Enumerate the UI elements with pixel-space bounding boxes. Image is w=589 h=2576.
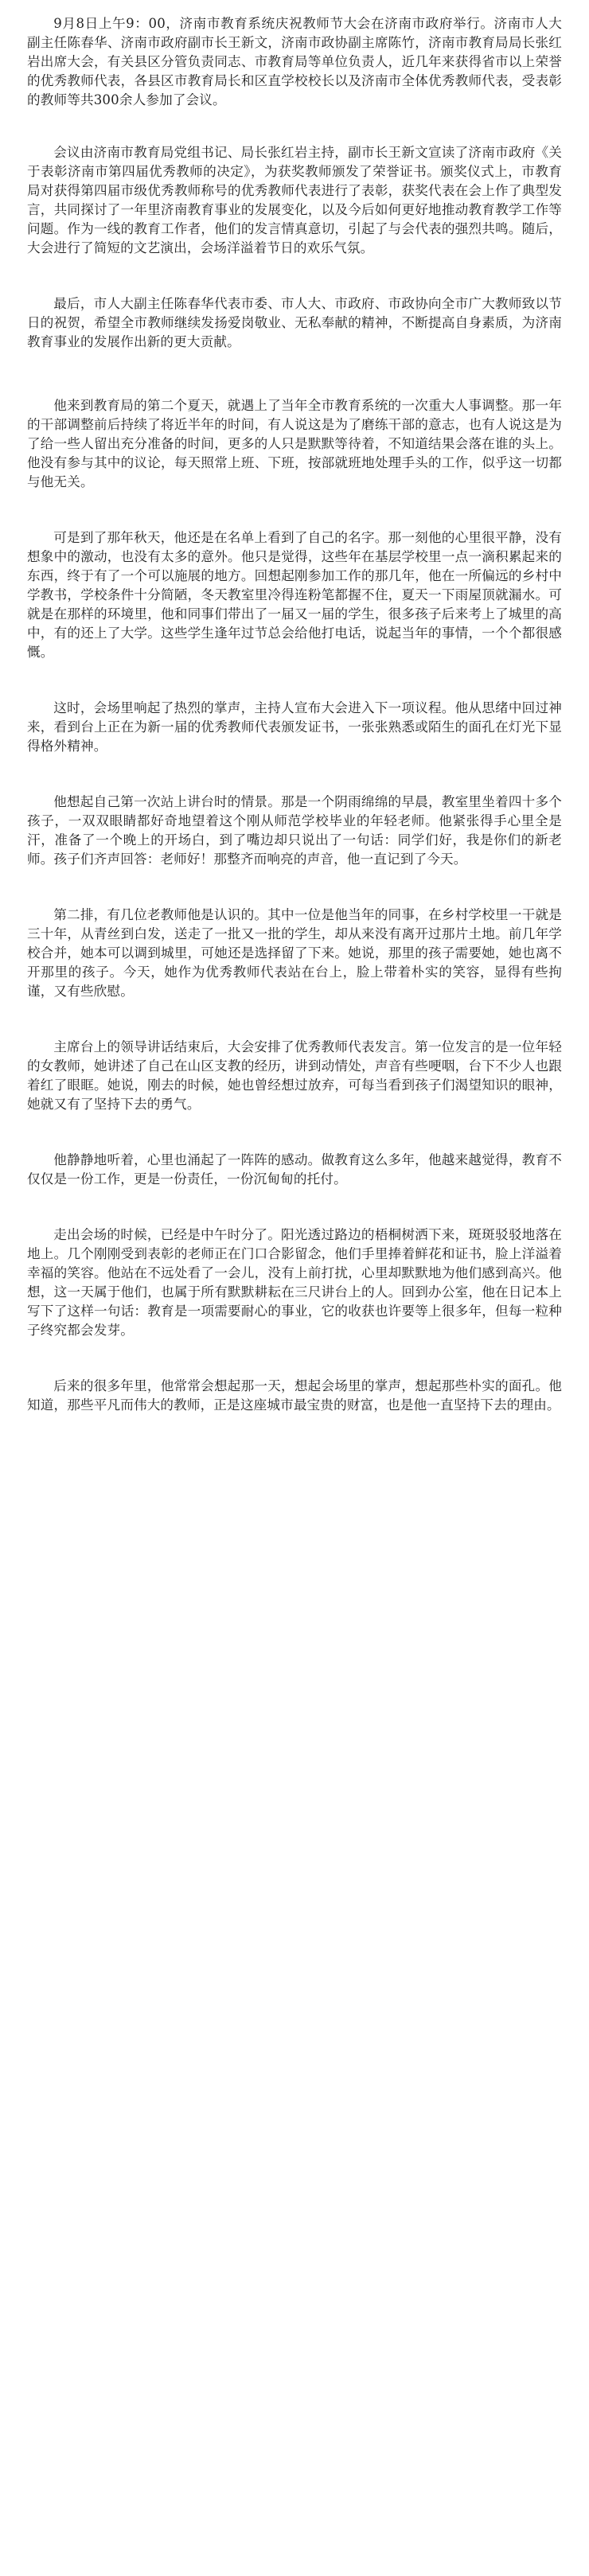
document-paragraph: 走出会场的时候，已经是中午时分了。阳光透过路边的梧桐树洒下来，斑斑驳驳地落在地上。几个刚刚受到表彰的老师正在门口合影留念，他们手里捧着鲜花和证书，脸上洋溢着幸福的笑容。他站在不远处看了一会儿，没有上前打扰，心里却默默地为他们感到高兴。他想，这一天属于他们，也属于所有默默耕耘在三尺讲台上的人。回到办公室，他在日记本上写下了这样一句话：教育是一项需要耐心的事业，它的收获也许要等上很多年，但每一粒种子终究都会发芽。 [27, 1227, 562, 1338]
document-paragraph: 这时，会场里响起了热烈的掌声，主持人宣布大会进入下一项议程。他从思绪中回过神来，看到台上正在为新一届的优秀教师代表颁发证书，一张张熟悉或陌生的面孔在灯光下显得格外精神。 [27, 700, 562, 754]
document-paragraph: 第二排，有几位老教师他是认识的。其中一位是他当年的同事，在乡村学校里一干就是三十年，从青丝到白发，送走了一批又一批的学生，却从来没有离开过那片土地。前几年学校合并，她本可以调到城里，可她还是选择留了下来。她说，那里的孩子需要她，她也离不开那里的孩子。今天，她作为优秀教师代表站在台上，脸上带着朴实的笑容，显得有些拘谨，又有些欣慰。 [27, 907, 562, 999]
document-paragraph: 最后，市人大副主任陈春华代表市委、市人大、市政府、市政协向全市广大教师致以节日的祝贺，希望全市教师继续发扬爱岗敬业、无私奉献的精神，不断提高自身素质，为济南教育事业的发展作出新的更大贡献。 [27, 296, 562, 349]
document-paragraph: 他想起自己第一次站上讲台时的情景。那是一个阴雨绵绵的早晨，教室里坐着四十多个孩子，一双双眼睛都好奇地望着这个刚从师范学校毕业的年轻老师。他紧张得手心里全是汗，准备了一个晚上的开场白，到了嘴边却只说出了一句话：同学们好，我是你们的新老师。孩子们齐声回答：老师好！那整齐而响亮的声音，他一直记到了今天。 [27, 794, 562, 867]
document-paragraph: 会议由济南市教育局党组书记、局长张红岩主持，副市长王新文宣读了济南市政府《关于表彰济南市第四届优秀教师的决定》，为获奖教师颁发了荣誉证书。颁奖仪式上，市教育局对获得第四届市级优秀教师称号的优秀教师代表进行了表彰，获奖代表在会上作了典型发言，共同探讨了一年里济南教育事业的发展变化，以及今后如何更好地推动教育教学工作等问题。作为一线的教育工作者，他们的发言情真意切，引起了与会代表的强烈共鸣。随后，大会进行了简短的文艺演出，会场洋溢着节日的欢乐气氛。 [27, 145, 562, 255]
document-paragraph: 后来的很多年里，他常常会想起那一天，想起会场里的掌声，想起那些朴实的面孔。他知道，那些平凡而伟大的教师，正是这座城市最宝贵的财富，也是他一直坚持下去的理由。 [27, 1378, 562, 1413]
document-paragraph: 主席台上的领导讲话结束后，大会安排了优秀教师代表发言。第一位发言的是一位年轻的女教师，她讲述了自己在山区支教的经历，讲到动情处，声音有些哽咽，台下不少人也跟着红了眼眶。她说，刚去的时候，她也曾经想过放弃，可每当看到孩子们渴望知识的眼神，她就又有了坚持下去的勇气。 [27, 1039, 562, 1112]
document-paragraph: 可是到了那年秋天，他还是在名单上看到了自己的名字。那一刻他的心里很平静，没有想象中的激动，也没有太多的意外。他只是觉得，这些年在基层学校里一点一滴积累起来的东西，终于有了一个可以施展的地方。回想起刚参加工作的那几年，他在一所偏远的乡村中学教书，学校条件十分简陋，冬天教室里冷得连粉笔都握不住，夏天一下雨屋顶就漏水。可就是在那样的环境里，他和同事们带出了一届又一届的学生，很多孩子后来考上了城里的高中，有的还上了大学。这些学生逢年过节总会给他打电话，说起当年的事情，一个个都很感慨。 [27, 530, 562, 660]
document-paragraph: 他静静地听着，心里也涌起了一阵阵的感动。做教育这么多年，他越来越觉得，教育不仅仅是一份工作，更是一份责任，一份沉甸甸的托付。 [27, 1152, 562, 1187]
document-paragraph: 他来到教育局的第二个夏天，就遇上了当年全市教育系统的一次重大人事调整。那一年的干部调整前后持续了将近半年的时间，有人说这是为了磨练干部的意志，也有人说这是为了给一些人留出充分准备的时间，更多的人只是默默等待着，不知道结果会落在谁的头上。他没有参与其中的议论，每天照常上班、下班，按部就班地处理手头的工作，似乎这一切都与他无关。 [27, 398, 562, 489]
document-paragraph: 9月8日上午9：00，济南市教育系统庆祝教师节大会在济南市政府举行。济南市人大副主任陈春华、济南市政府副市长王新文，济南市政协副主席陈竹，济南市教育局局长张红岩出席大会，有关县区分管负责同志、市教育局等单位负责人，近几年来获得省市以上荣誉的优秀教师代表，各县区市教育局长和区直学校校长以及济南市全体优秀教师代表，受表彰的教师等共300余人参加了会议。 [27, 16, 562, 107]
